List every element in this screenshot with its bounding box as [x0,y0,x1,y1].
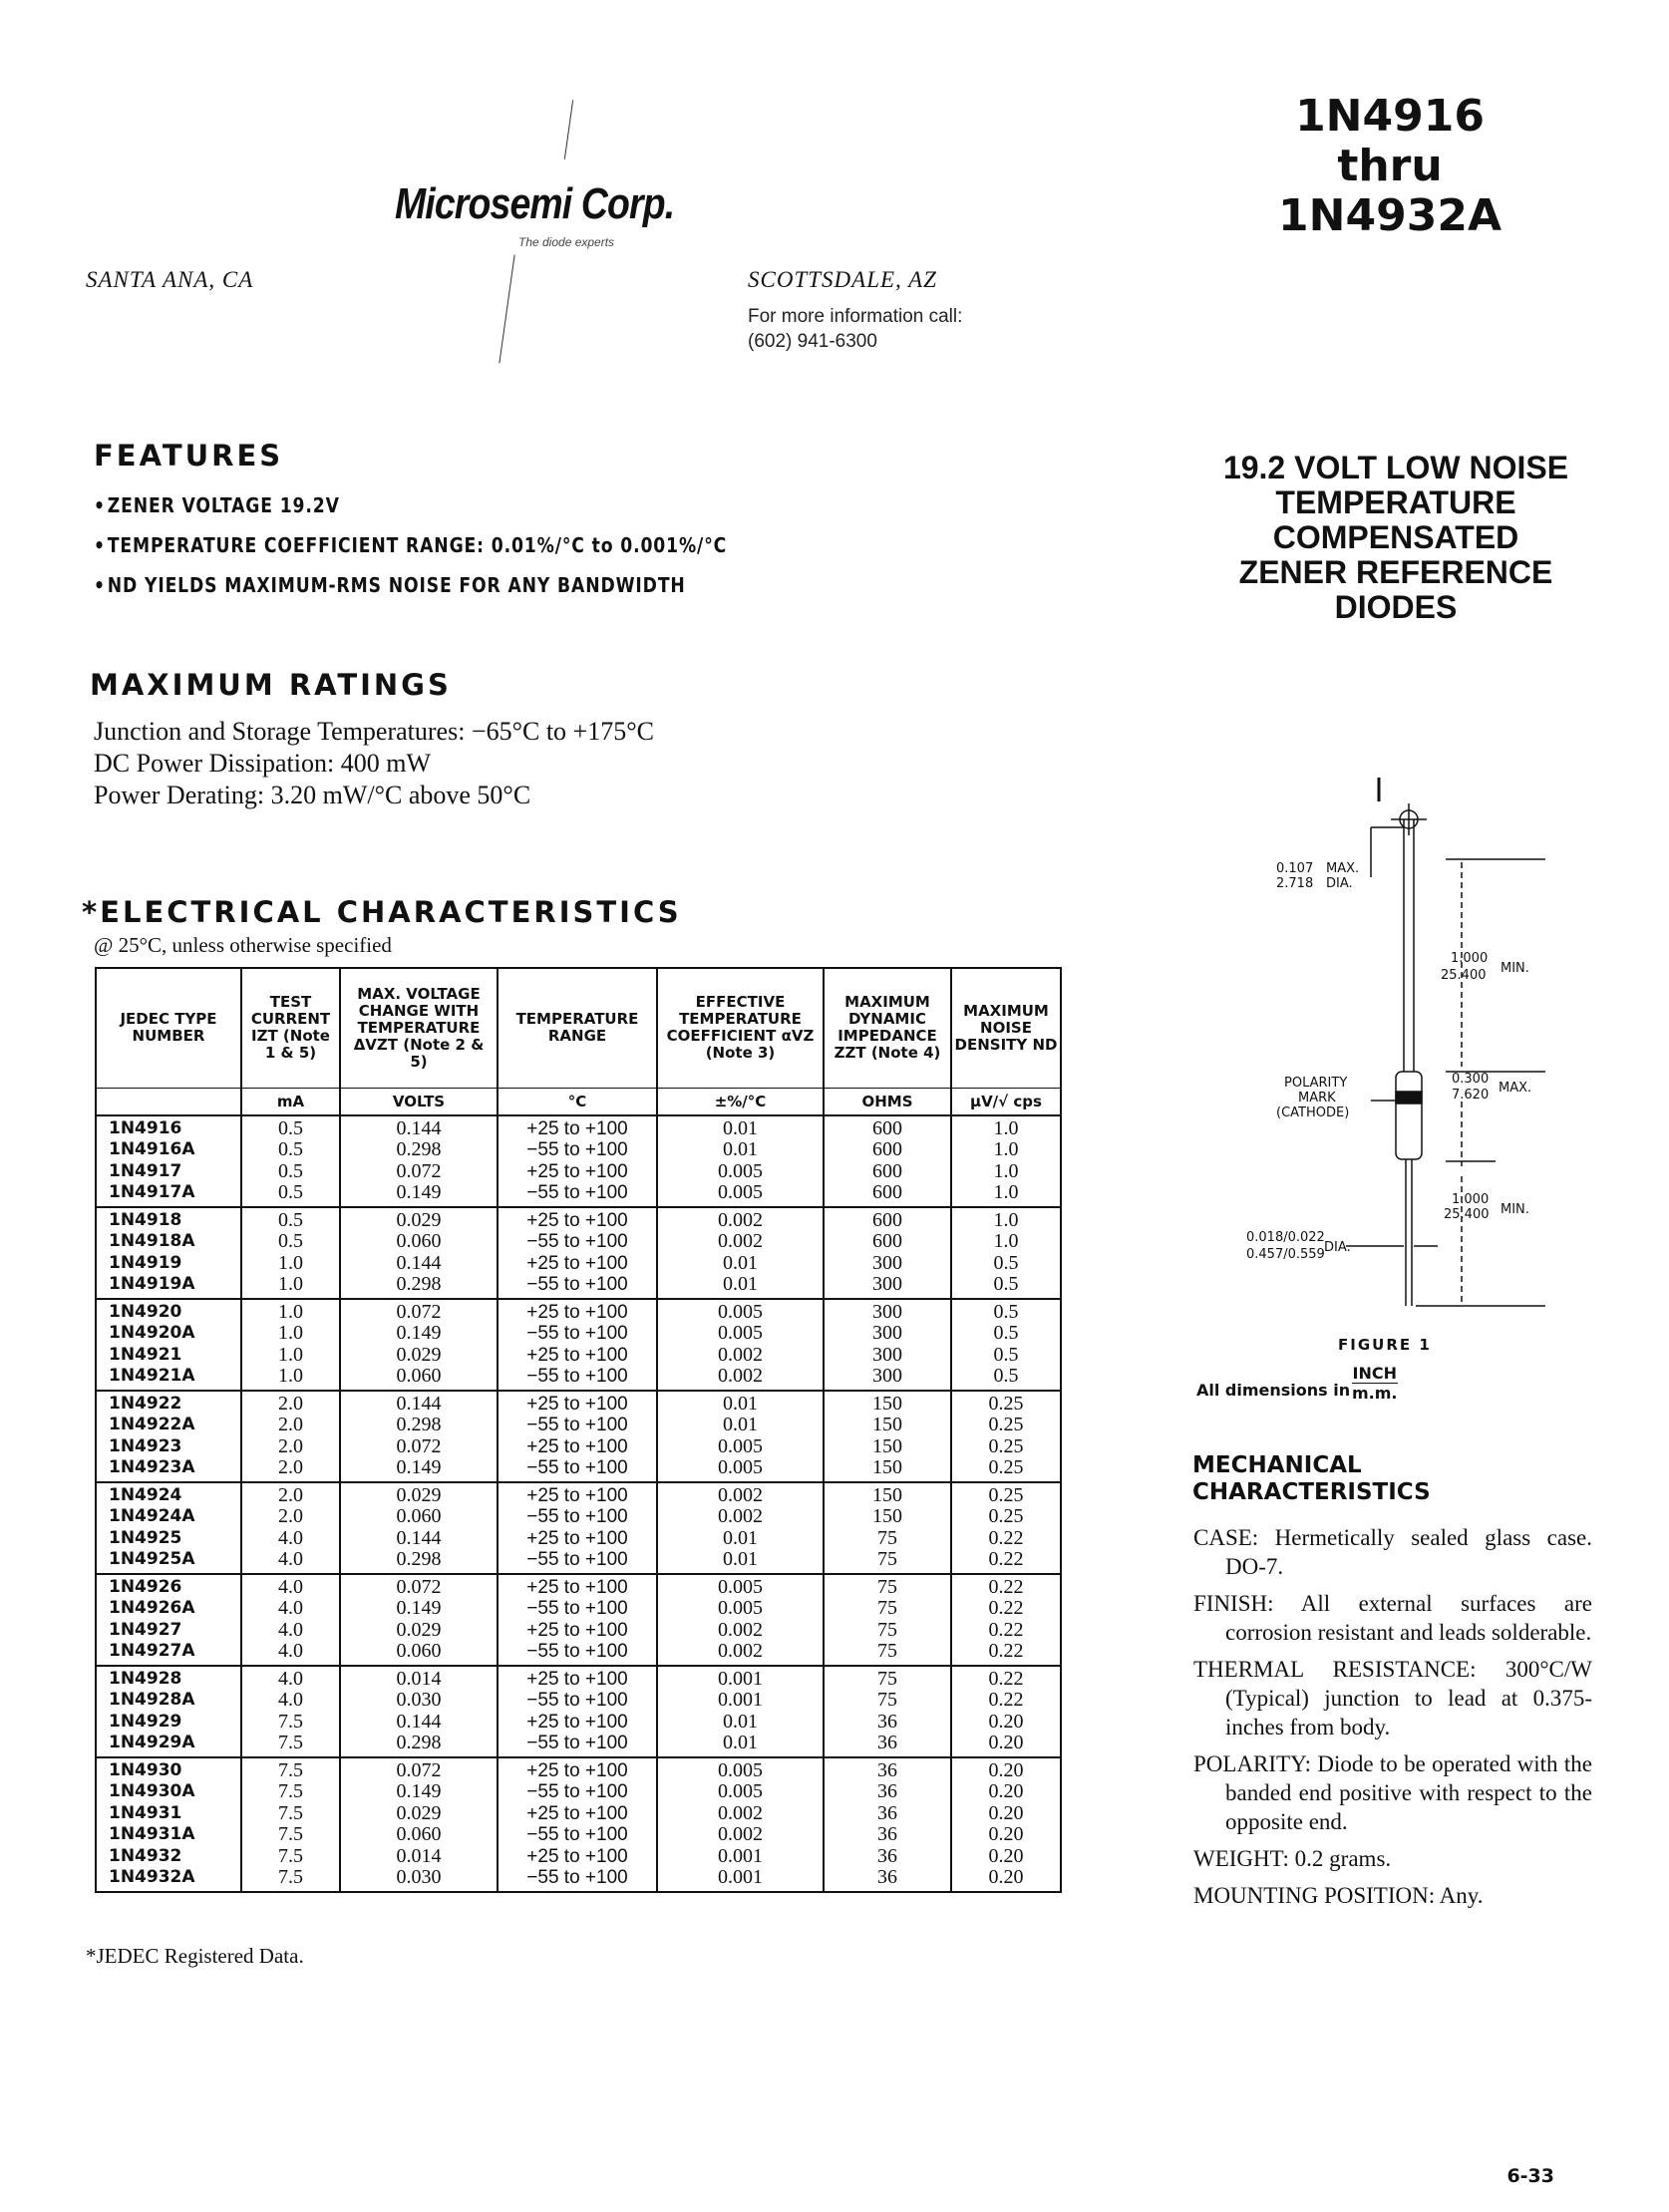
wire-dia-label: DIA. [1324,1240,1351,1255]
col-header-temp-range: TEMPERATURE RANGE [498,968,657,1088]
voltage-change-cell: 0.014 0.030 0.144 0.298 [340,1666,498,1757]
table-row-group [96,1299,1061,1391]
length-1-min-label: MIN. [1501,961,1529,976]
noise-density-cell: 0.5 0.5 0.5 0.5 [951,1299,1061,1391]
body-length-max-label: MAX. [1499,1081,1532,1096]
figure-caption: FIGURE 1 [1338,1336,1432,1354]
dimensions-label: All dimensions in [1196,1381,1351,1400]
part-numbers-cell: 1N4928 1N4928A 1N4929 1N4929A [96,1666,241,1757]
impedance-cell: 36 36 36 36 36 36 [824,1757,951,1892]
impedance-cell: 600 600 300 300 [824,1207,951,1299]
contact-phone: (602) 941-6300 [748,331,877,352]
polarity-label-1: POLARITY [1284,1076,1348,1091]
electrical-subheading: @ 25°C, unless otherwise specified [94,933,392,957]
mech-weight: WEIGHT: 0.2 grams. [1193,1846,1392,1871]
table-row-group [96,1391,1061,1482]
logo-divider-line [499,254,514,363]
temp-range-cell: +25 to +100 −55 to +100 +25 to +100 −55 to +100 [498,1391,657,1482]
table-row-group [96,1574,1061,1666]
test-current-cell: 7.5 7.5 7.5 7.5 7.5 7.5 [241,1757,340,1892]
voltage-change-cell: 0.072 0.149 0.029 0.060 0.014 0.030 [340,1757,498,1892]
noise-density-cell: 0.25 0.25 0.22 0.22 [951,1482,1061,1574]
part-number-last: 1N4932A [1278,190,1502,241]
test-current-cell: 2.0 2.0 2.0 2.0 [241,1391,340,1482]
electrical-heading: *ELECTRICAL CHARACTERISTICS [82,895,682,929]
impedance-cell: 75 75 36 36 [824,1666,951,1757]
city-right: SCOTTSDALE, AZ [748,267,937,292]
unit-cell: μV/√ cps [951,1088,1061,1115]
table-row-group [96,1757,1061,1892]
part-numbers-cell: 1N4930 1N4930A 1N4931 1N4931A 1N4932 1N4932A [96,1757,241,1892]
temp-coefficient-cell: 0.01 0.01 0.005 0.005 [657,1391,824,1482]
lead-dia-mm: 2.718 [1276,876,1314,891]
page-number: 6-33 [1506,2165,1554,2187]
product-title [1167,451,1625,625]
lead-dia-dia-label: DIA. [1326,876,1353,891]
city-left: SANTA ANA, CA [86,267,254,292]
temp-coefficient-cell: 0.002 0.002 0.01 0.01 [657,1207,824,1299]
length-2-inch: 1.000 [1452,1192,1490,1207]
mechanical-heading: MECHANICAL CHARACTERISTICS [1192,1452,1431,1505]
noise-density-cell: 1.0 1.0 0.5 0.5 [951,1207,1061,1299]
mech-case: CASE: Hermetically sealed glass case. DO-7. [1193,1525,1592,1579]
wire-dia-mm: 0.457/0.559 [1246,1247,1325,1262]
mechanical-characteristics-list [1193,1523,1592,1918]
logo-divider-line [564,100,573,159]
part-number-thru: thru [1337,141,1443,191]
footnote: *JEDEC Registered Data. [86,1944,304,1968]
product-title-line: ZENER REFERENCE [1238,554,1553,590]
col-header-type: JEDEC TYPE NUMBER [96,968,241,1088]
mech-thermal-resistance: THERMAL RESISTANCE: 300°C/W (Typical) junction to lead at 0.375-inches from body. [1193,1657,1592,1739]
impedance-cell: 600 600 600 600 [824,1115,951,1207]
unit-cell: ±%/°C [657,1088,824,1115]
unit-cell: mA [241,1088,340,1115]
polarity-label-3: (CATHODE) [1276,1106,1350,1120]
temp-coefficient-cell: 0.005 0.005 0.002 0.002 [657,1574,824,1666]
figure-dimensions-note [1196,1381,1350,1400]
body-length-inch: 0.300 [1452,1072,1490,1087]
company-tagline: The diode experts [518,235,615,249]
part-numbers-cell: 1N4920 1N4920A 1N4921 1N4921A [96,1299,241,1391]
temp-range-cell: +25 to +100 −55 to +100 +25 to +100 −55 to +100 [498,1299,657,1391]
features-list [94,493,831,597]
temp-range-cell: +25 to +100 −55 to +100 +25 to +100 −55 to +100 [498,1666,657,1757]
company-logo: Microsemi Corp. [395,179,675,228]
impedance-cell: 150 150 150 150 [824,1391,951,1482]
voltage-change-cell: 0.029 0.060 0.144 0.298 [340,1207,498,1299]
noise-density-cell: 0.22 0.22 0.20 0.20 [951,1666,1061,1757]
part-numbers-cell: 1N4922 1N4922A 1N4923 1N4923A [96,1391,241,1482]
product-title-line: COMPENSATED [1272,519,1519,555]
product-title-line: 19.2 VOLT LOW NOISE [1222,450,1569,485]
dimensions-unit-mm: m.m. [1352,1384,1398,1403]
feature-item: •TEMPERATURE COEFFICIENT RANGE: 0.01%/°C to 0.001%/°C [94,533,728,557]
unit-cell: VOLTS [340,1088,498,1115]
voltage-change-cell: 0.029 0.060 0.144 0.298 [340,1482,498,1574]
rating-line: DC Power Dissipation: 400 mW [94,749,431,778]
table-row-group [96,1666,1061,1757]
test-current-cell: 4.0 4.0 7.5 7.5 [241,1666,340,1757]
unit-cell: °C [498,1088,657,1115]
mech-mounting-position: MOUNTING POSITION: Any. [1193,1883,1484,1908]
part-numbers-cell: 1N4926 1N4926A 1N4927 1N4927A [96,1574,241,1666]
body-length-mm: 7.620 [1452,1088,1490,1103]
temp-range-cell: +25 to +100 −55 to +100 +25 to +100 −55 to +100 [498,1115,657,1207]
temp-range-cell: +25 to +100 −55 to +100 +25 to +100 −55 to +100 +25 to +100 −55 to +100 [498,1757,657,1892]
noise-density-cell: 0.22 0.22 0.22 0.22 [951,1574,1061,1666]
dimensions-unit-inch: INCH [1352,1364,1397,1383]
test-current-cell: 4.0 4.0 4.0 4.0 [241,1574,340,1666]
temp-coefficient-cell: 0.01 0.01 0.005 0.005 [657,1115,824,1207]
voltage-change-cell: 0.072 0.149 0.029 0.060 [340,1299,498,1391]
rating-line: Junction and Storage Temperatures: −65°C to +175°C [94,717,654,746]
impedance-cell: 300 300 300 300 [824,1299,951,1391]
length-2-min-label: MIN. [1501,1202,1529,1217]
noise-density-cell: 0.20 0.20 0.20 0.20 0.20 0.20 [951,1757,1061,1892]
impedance-cell: 150 150 75 75 [824,1482,951,1574]
mech-finish: FINISH: All external surfaces are corrosion resistant and leads solderable. [1193,1591,1592,1645]
col-header-temp-coefficient: EFFECTIVE TEMPERATURE COEFFICIENT αVZ (Note 3) [657,968,824,1088]
temp-coefficient-cell: 0.002 0.002 0.01 0.01 [657,1482,824,1574]
test-current-cell: 2.0 2.0 4.0 4.0 [241,1482,340,1574]
product-title-line: TEMPERATURE [1275,484,1516,520]
lead-dia-inch: 0.107 [1276,861,1314,876]
noise-density-cell: 0.25 0.25 0.25 0.25 [951,1391,1061,1482]
unit-cell-empty [96,1088,241,1115]
length-1-mm: 25.400 [1441,968,1487,983]
contact-info [748,304,962,354]
col-header-voltage-change: MAX. VOLTAGE CHANGE WITH TEMPERATURE ΔVZT (Note 2 & 5) [340,968,498,1088]
impedance-cell: 75 75 75 75 [824,1574,951,1666]
product-title-line: DIODES [1334,589,1458,625]
temp-range-cell: +25 to +100 −55 to +100 +25 to +100 −55 to +100 [498,1207,657,1299]
mech-polarity: POLARITY: Diode to be operated with the banded end positive with respect to the opposite end. [1193,1751,1592,1834]
voltage-change-cell: 0.144 0.298 0.072 0.149 [340,1391,498,1482]
temp-range-cell: +25 to +100 −55 to +100 +25 to +100 −55 to +100 [498,1482,657,1574]
table-row-group [96,1115,1061,1207]
table-row-group [96,1482,1061,1574]
dimensions-units [1352,1364,1398,1403]
length-2-mm: 25.400 [1444,1207,1490,1222]
feature-item: •ZENER VOLTAGE 19.2V [94,493,340,517]
part-numbers-cell: 1N4918 1N4918A 1N4919 1N4919A [96,1207,241,1299]
lead-dia-max-label: MAX. [1326,861,1360,876]
test-current-cell: 0.5 0.5 0.5 0.5 [241,1115,340,1207]
wire-dia-inch: 0.018/0.022 [1246,1230,1325,1245]
electrical-characteristics-table [95,967,1062,1893]
temp-range-cell: +25 to +100 −55 to +100 +25 to +100 −55 to +100 [498,1574,657,1666]
temp-coefficient-cell: 0.005 0.005 0.002 0.002 [657,1299,824,1391]
max-ratings-text [94,716,654,811]
length-1-inch: 1.000 [1451,951,1489,966]
voltage-change-cell: 0.144 0.298 0.072 0.149 [340,1115,498,1207]
features-heading: FEATURES [94,439,284,473]
diode-outline-figure [1176,768,1595,1326]
voltage-change-cell: 0.072 0.149 0.029 0.060 [340,1574,498,1666]
test-current-cell: 0.5 0.5 1.0 1.0 [241,1207,340,1299]
part-numbers-cell: 1N4916 1N4916A 1N4917 1N4917A [96,1115,241,1207]
noise-density-cell: 1.0 1.0 1.0 1.0 [951,1115,1061,1207]
test-current-cell: 1.0 1.0 1.0 1.0 [241,1299,340,1391]
polarity-label-2: MARK [1298,1091,1336,1106]
col-header-impedance: MAXIMUM DYNAMIC IMPEDANCE ZZT (Note 4) [824,968,951,1088]
part-number-first: 1N4916 [1295,91,1485,142]
table-row-group [96,1207,1061,1299]
contact-line: For more information call: [748,306,963,327]
max-ratings-heading: MAXIMUM RATINGS [90,668,452,702]
col-header-noise-density: MAXIMUM NOISE DENSITY ND [951,968,1061,1088]
part-number-range [1278,92,1502,241]
unit-cell: OHMS [824,1088,951,1115]
col-header-test-current: TEST CURRENT IZT (Note 1 & 5) [241,968,340,1088]
temp-coefficient-cell: 0.001 0.001 0.01 0.01 [657,1666,824,1757]
feature-item: •ND YIELDS MAXIMUM-RMS NOISE FOR ANY BANDWIDTH [94,573,686,597]
temp-coefficient-cell: 0.005 0.005 0.002 0.002 0.001 0.001 [657,1757,824,1892]
rating-line: Power Derating: 3.20 mW/°C above 50°C [94,781,531,809]
part-numbers-cell: 1N4924 1N4924A 1N4925 1N4925A [96,1482,241,1574]
